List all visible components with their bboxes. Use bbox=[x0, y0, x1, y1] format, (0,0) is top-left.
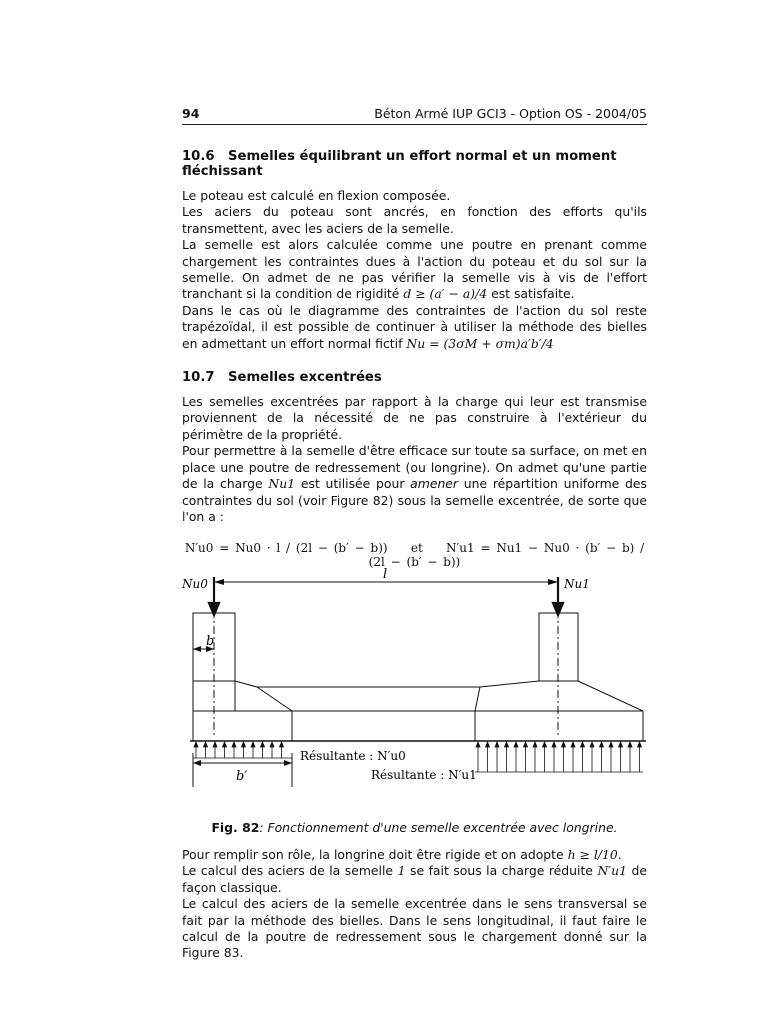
paragraph: Le poteau est calculé en flexion composée. bbox=[182, 188, 451, 203]
paragraph bbox=[182, 863, 647, 896]
page-number: 94 bbox=[182, 106, 200, 121]
soil-pressure-left bbox=[194, 742, 284, 758]
figure-caption bbox=[182, 820, 647, 835]
label-b: b bbox=[206, 634, 215, 649]
inline-variable: Nu1 bbox=[268, 476, 296, 492]
page-header bbox=[182, 106, 647, 125]
soil-arrowhead bbox=[232, 742, 236, 747]
section-title: Semelles excentrées bbox=[228, 370, 382, 386]
soil-arrowhead bbox=[571, 742, 575, 747]
paragraph bbox=[182, 237, 647, 303]
paragraph bbox=[182, 847, 647, 863]
soil-arrowhead bbox=[505, 742, 509, 747]
figure-82 bbox=[170, 565, 650, 800]
section-number: 10.7 bbox=[182, 370, 215, 386]
soil-arrowhead bbox=[270, 742, 274, 747]
caption-label: Fig. 82 bbox=[211, 820, 260, 835]
paragraph: Les aciers du poteau sont ancrés, en fonction des efforts qu'ils transmettent, avec les aciers de la semelle. bbox=[182, 204, 647, 236]
right-haunch bbox=[475, 687, 480, 711]
section-number: 10.6 bbox=[182, 149, 215, 164]
text: Le calcul des aciers de la semelle bbox=[182, 863, 394, 879]
text: se fait sous la charge réduite bbox=[409, 863, 593, 879]
soil-arrowhead bbox=[514, 742, 518, 747]
soil-arrowhead bbox=[242, 742, 246, 747]
soil-arrowhead bbox=[619, 742, 623, 747]
formula-left: N′u0 = Nu0 · l / (2l − (b′ − b)) bbox=[184, 541, 388, 556]
inline-formula: h ≥ l/10. bbox=[567, 847, 622, 862]
inline-variable: N′u1 bbox=[597, 863, 627, 879]
soil-arrowhead bbox=[628, 742, 632, 747]
soil-arrowhead bbox=[251, 742, 255, 747]
resultant-right: Résultante : N′u1 bbox=[371, 768, 477, 782]
text: une répartition uniforme des contraintes du sol (voir Figure 82) sous la semelle excentrée, de sorte que l'on a : bbox=[182, 476, 647, 524]
soil-arrowhead bbox=[581, 742, 585, 747]
document-page bbox=[182, 106, 647, 569]
section-heading-10-6 bbox=[182, 149, 647, 179]
soil-arrowhead bbox=[213, 742, 217, 747]
section-heading-10-7 bbox=[182, 370, 647, 385]
soil-arrowhead bbox=[552, 742, 556, 747]
label-nu1: Nu1 bbox=[564, 577, 590, 591]
soil-arrowhead bbox=[280, 742, 284, 747]
paragraph: Le calcul des aciers de la semelle excentrée dans le sens transversal se fait par la méthode des bielles. Dans le sens longitudinal, il faut faire le calcul de la poutre de redressement sous le chargement donné sur la Figure 83. bbox=[182, 896, 647, 961]
running-title: Béton Armé IUP GCI3 - Option OS - 2004/05 bbox=[374, 106, 647, 121]
left-haunch bbox=[257, 687, 292, 711]
soil-arrowhead bbox=[476, 742, 480, 747]
soil-arrowhead bbox=[223, 742, 227, 747]
caption-and-text bbox=[182, 820, 647, 962]
paragraph bbox=[182, 303, 647, 352]
soil-arrowhead bbox=[486, 742, 490, 747]
soil-arrowhead bbox=[533, 742, 537, 747]
soil-arrowhead bbox=[261, 742, 265, 747]
caption-text: : Fonctionnement d'une semelle excentrée avec longrine. bbox=[259, 820, 618, 835]
text: de façon classique. bbox=[182, 863, 647, 895]
soil-arrowhead bbox=[609, 742, 613, 747]
paragraph bbox=[182, 443, 647, 525]
soil-arrowhead bbox=[524, 742, 528, 747]
soil-pressure-right bbox=[476, 742, 642, 772]
text: Dans le cas où le diagramme des contraintes de l'action du sol reste trapézoïdal, il est possible de continuer à utiliser la méthode des bielles en admettant un effort normal fictif bbox=[182, 302, 647, 351]
longrine-top bbox=[235, 681, 539, 687]
soil-arrowhead bbox=[590, 742, 594, 747]
text: est utilisée pour bbox=[300, 476, 405, 492]
soil-arrowhead bbox=[194, 742, 198, 747]
emphasis: amener bbox=[410, 476, 459, 492]
paragraph: Les semelles excentrées par rapport à la charge qui leur est transmise proviennent de la nécessité de ne pas construire à l'extérieur du périmètre de la propriété. bbox=[182, 394, 647, 442]
section-title: Semelles équilibrant un effort normal et un moment fléchissant bbox=[182, 149, 617, 179]
soil-arrowhead bbox=[600, 742, 604, 747]
formula-connector: et bbox=[410, 541, 423, 556]
inline-number: 1 bbox=[397, 863, 406, 879]
soil-arrowhead bbox=[638, 742, 642, 747]
label-bprime: b′ bbox=[236, 769, 248, 784]
label-l: l bbox=[383, 567, 388, 582]
label-nu0: Nu0 bbox=[182, 577, 208, 591]
resultant-left: Résultante : N′u0 bbox=[300, 749, 406, 763]
soil-arrowhead bbox=[562, 742, 566, 747]
text: La semelle est alors calculée comme une poutre en prenant comme chargement les contraintes dues à l'action du poteau et du sol sur la semelle. On admet de ne pas vérifier la semelle vis à vis de l'effort tranchant si la condition de rigidité bbox=[182, 237, 647, 302]
soil-arrowhead bbox=[543, 742, 547, 747]
formula-right: N′u1 = Nu1 − Nu0 · (b′ − b) / (2l − (b′ − b)) bbox=[368, 541, 645, 570]
inline-formula: Nu = (3σM + σm)a′b′/4 bbox=[406, 335, 554, 351]
text: est satisfaite. bbox=[491, 286, 575, 302]
inline-formula: d ≥ (a′ − a)/4 bbox=[403, 286, 488, 302]
soil-arrowhead bbox=[204, 742, 208, 747]
text: Pour permettre à la semelle d'être efficace sur toute sa surface, on met en place une poutre de redressement (ou longrine). On admet qu'une partie de la charge bbox=[182, 443, 647, 492]
text: Pour remplir son rôle, la longrine doit être rigide et on adopte bbox=[182, 847, 564, 862]
soil-arrowhead bbox=[495, 742, 499, 747]
